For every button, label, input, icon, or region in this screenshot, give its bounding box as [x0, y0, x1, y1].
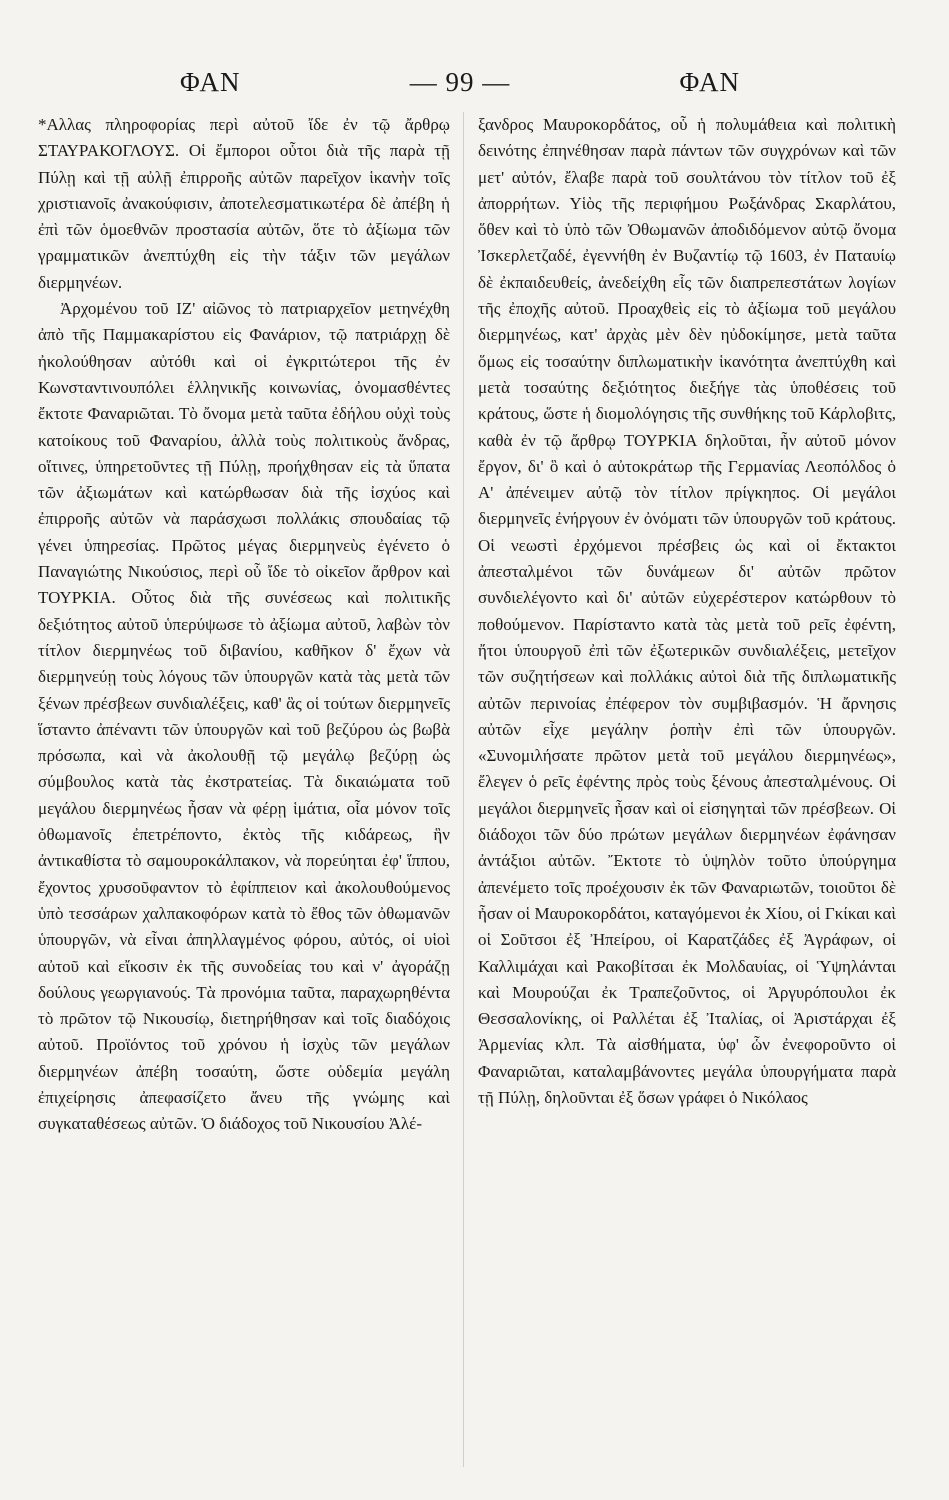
running-header — [180, 62, 740, 102]
page-number: — 99 — — [409, 66, 511, 97]
header-right-title: ΦΑΝ — [679, 66, 740, 97]
right-column — [478, 112, 896, 1111]
header-left-title: ΦΑΝ — [180, 66, 241, 97]
right-paragraph-1: ξανδρος Μαυροκορδάτος, οὗ ἡ πολυμάθεια καὶ πολιτικὴ δεινότης ἐπηνέθησαν παρὰ πάντων τῶν συγχρόνων καὶ τῶν μετ' αὐτόν, ἔλαβε παρὰ τοῦ σουλτάνου τὸν τίτλον τοῦ ἐξ ἀπορρήτων. Υἱὸς τῆς περιφήμου Ρωξάνδρας Σκαρλάτου, ὅθεν καὶ τὸ ὑπὸ τῶν Ὀθωμανῶν ἀποδιδόμενον αὐτῷ ὄνομα Ἰσκερλετζαδέ, ἐγεννήθη ἐν Βυζαντίῳ τῷ 1603, ἐν Παταυίῳ δὲ ἐκπαιδευθείς, ἀνεδείχθη εἷς τῶν διαπρεπεστάτων λογίων τῆς ἐποχῆς αὐτοῦ. Προαχθεὶς εἰς τὸ ἀξίωμα τοῦ μεγάλου διερμηνέως, κατ' ἀρχὰς μὲν δὲν ηὐδοκίμησε, μετὰ ταῦτα ὅμως εἰς τοσαύτην διπλωματικὴν ἱκανότητα ἀνεπτύχθη καὶ μετὰ τοσαύτης δεξιότητος διεξήγε τὰς ὑποθέσεις τοῦ κράτους, ὥστε ἡ διομολόγησις τῆς συνθήκης τοῦ Κάρλοβιτς, καθὰ ἐν τῷ ἄρθρῳ ΤΟΥΡΚΙΑ δηλοῦται, ἦν αὐτοῦ μόνον ἔργον, δι' ὃ καὶ ὁ αὐτοκράτωρ τῆς Γερμανίας Λεοπόλδος ὁ Α' ἀπένειμεν αὐτῷ τὸν τίτλον πρίγκηπος. Οἱ μεγάλοι διερμηνεῖς ἐνήργουν ἐν ὀνόματι τῶν ὑπουργῶν τοῦ κράτους. Οἱ νεωστὶ ἐρχόμενοι πρέσβεις ὡς καὶ οἱ ἔκτακτοι ἀπεσταλμένοι τῶν δυνάμεων δι' αὐτῶν πρῶτον συνδιελέγοντο καὶ δι' αὐτῶν εὐχερέστερον κατώρθουν τὸ ποθούμενον. Παρίσταντο κατὰ τὰς μετὰ τοῦ ρεῖς ἐφέντη, ἤτοι ὑπουργοῦ ἐπὶ τῶν ἐξωτερικῶν συνδιαλέξεις, μετεῖχον τῶν συζητήσεων καὶ πολλάκις αὐτοὶ διὰ τῆς διπλωματικῆς αὐτῶν περινοίας ἐπέφερον τὸν συμβιβασμόν. Ἡ ἄρνησις αὐτῶν εἶχε μεγάλην ῥοπὴν ἐπὶ τῶν ὑπουργῶν. «Συνομιλήσατε πρῶτον μετὰ τοῦ μεγάλου διερμηνέως», ἔλεγεν ὁ ρεῖς ἐφέντης πρὸς τοὺς ξένους ἀπεσταλμένους. Οἱ μεγάλοι διερμηνεῖς ἦσαν καὶ οἱ εἰσηγηταὶ τῶν πρέσβεων. Οἱ διάδοχοι τῶν δύο πρώτων μεγάλων διερμηνέων ἐφάνησαν ἀντάξιοι αὐτῶν. Ἔκτοτε τὸ ὑψηλὸν τοῦτο ὑπούργημα ἀπενέμετο τοῖς προέχουσιν ἐκ τῶν Φαναριωτῶν, τοιοῦτοι δὲ ἦσαν οἱ Μαυροκορδάτοι, καταγόμενοι ἐκ Χίου, οἱ Γκίκαι καὶ οἱ Σοῦτσοι ἐξ Ἠπείρου, οἱ Καρατζάδες ἐξ Ἀγράφων, οἱ Καλλιμάχαι καὶ Ρακοβίτσαι ἐκ Μολδαυίας, οἱ Ὑψηλάνται καὶ Μουρούζαι ἐκ Τραπεζοῦντος, οἱ Ἀργυρόπουλοι ἐκ Θεσσαλονίκης, οἱ Ραλλέται ἐξ Ἰταλίας, οἱ Ἀριστάρχαι ἐξ Ἀρμενίας κλπ. Τὰ αἰσθήματα, ὑφ' ὧν ἐνεφοροῦντο οἱ Φαναριῶται, καταλαμβάνοντες μεγάλα ὑπουργήματα παρὰ τῇ Πύλῃ, δηλοῦνται ἐξ ὅσων γράφει ὁ Νικόλαος — [478, 115, 896, 1107]
column-gutter — [463, 112, 464, 1467]
left-column — [38, 112, 450, 1138]
left-paragraph-2: Ἀρχομένου τοῦ ΙΖ' αἰῶνος τὸ πατριαρχεῖον μετηνέχθη ἀπὸ τῆς Παμμακαρίστου εἰς Φανάριον, τῷ πατριάρχῃ δὲ ἠκολούθησαν αὐτόθι καὶ οἱ ἐγκριτώτεροι τῆς ἐν Κωνσταντινουπόλει ἑλληνικῆς κοινωνίας, ὀνομασθέντες ἔκτοτε Φαναριῶται. Τὸ ὄνομα μετὰ ταῦτα ἐδήλου οὐχὶ τοὺς κατοίκους τοῦ Φαναρίου, ἀλλὰ τοὺς πολιτικοὺς ἄνδρας, οἵτινες, ὑπηρετοῦντες τῇ Πύλῃ, προήχθησαν εἰς τὰ ὕπατα τῶν ἀξιωμάτων καὶ κατώρθωσαν διὰ τῆς ἰσχύος καὶ ἐπιρροῆς αὐτῶν νὰ παράσχωσι πολλάκις σπουδαίας τῷ γένει ὑπηρεσίας. Πρῶτος μέγας διερμηνεὺς ἐγένετο ὁ Παναγιώτης Νικούσιος, περὶ οὗ ἴδε τὸ οἰκεῖον ἄρθρον καὶ ΤΟΥΡΚΙΑ. Οὗτος διὰ τῆς συνέσεως καὶ πολιτικῆς δεξιότητος αὐτοῦ ὑπερύψωσε τὸ ἀξίωμα αὐτοῦ, λαβὼν τὸν τίτλον διερμηνέως τοῦ διβανίου, καθῆκον δ' ἔχων νὰ διερμηνεύῃ τοὺς λόγους τῶν ὑπουργῶν κατὰ τὰς μετὰ τῶν ξένων πρέσβεων συνδιαλέξεις, καθ' ἃς οἱ τούτων διερμηνεῖς ἵσταντο ἀπέναντι τῶν ὑπουργῶν καὶ τοῦ βεζύρου ὡς βωβὰ πρόσωπα, καὶ νὰ ἀκολουθῇ τῷ μεγάλῳ βεζύρῃ ὡς σύμβουλος κατὰ τὰς ἐκστρατείας. Τὰ δικαιώματα τοῦ μεγάλου διερμηνέως ἦσαν νὰ φέρῃ ἱμάτια, οἷα μόνον τοῖς ὀθωμανοῖς ἐπετρέποντο, ἐκτὸς τῆς κιδάρεως, ἣν ἀντικαθίστα τὸ σαμουροκάλπακον, νὰ πορεύηται ἐφ' ἵππου, ἔχοντος χρυσοῦφαντον τὸ ἐφίππειον καὶ ἀκολουθούμενος ὑπὸ τεσσάρων χαλπακοφόρων κατὰ τὸ ἔθος τῶν ὀθωμανῶν ὑπουργῶν, νὰ εἶναι ἀπηλλαγμένος φόρου, αὐτός, οἱ υἱοὶ αὐτοῦ καὶ εἴκοσιν ἐκ τῆς συνοδείας του καὶ ν' ἀγοράζῃ δούλους γεωργιανούς. Τὰ προνόμια ταῦτα, παραχωρηθέντα τὸ πρῶτον τῷ Νικουσίῳ, διετηρήθησαν καὶ τοῖς διαδόχοις αὐτοῦ. Προϊόντος τοῦ χρόνου ἡ ἰσχὺς τῶν μεγάλων διερμηνέων ἀπέβη τοσαύτη, ὥστε οὐδεμία μεγάλη ἐπιχείρησις ἀπεφασίζετο ἄνευ τῆς γνώμης καὶ συγκαταθέσεως αὐτῶν. Ὁ διάδοχος τοῦ Νικουσίου Ἀλέ- — [38, 299, 450, 1134]
left-paragraph-1: *Αλλας πληροφορίας περὶ αὐτοῦ ἴδε ἐν τῷ ἄρθρῳ ΣΤΑΥΡΑΚΟΓΛΟΥΣ. Οἱ ἔμποροι οὗτοι διὰ τῆς παρὰ τῇ Πύλῃ καὶ τῇ αὐλῇ ἐπιρροῆς αὐτῶν παρεῖχον ἱκανὴν τοῖς χριστιανοῖς ἀνακούφισιν, ἀποτελεσματικωτέρα δὲ ἀπέβη ἡ ἐπὶ τῶν ὁμοεθνῶν προστασία αὐτῶν, ὅτε τὸ ἀξίωμα τῶν γραμματικῶν ἀνεπτύχθη εἰς τὴν τάξιν τῶν μεγάλων διερμηνέων. — [38, 115, 450, 292]
